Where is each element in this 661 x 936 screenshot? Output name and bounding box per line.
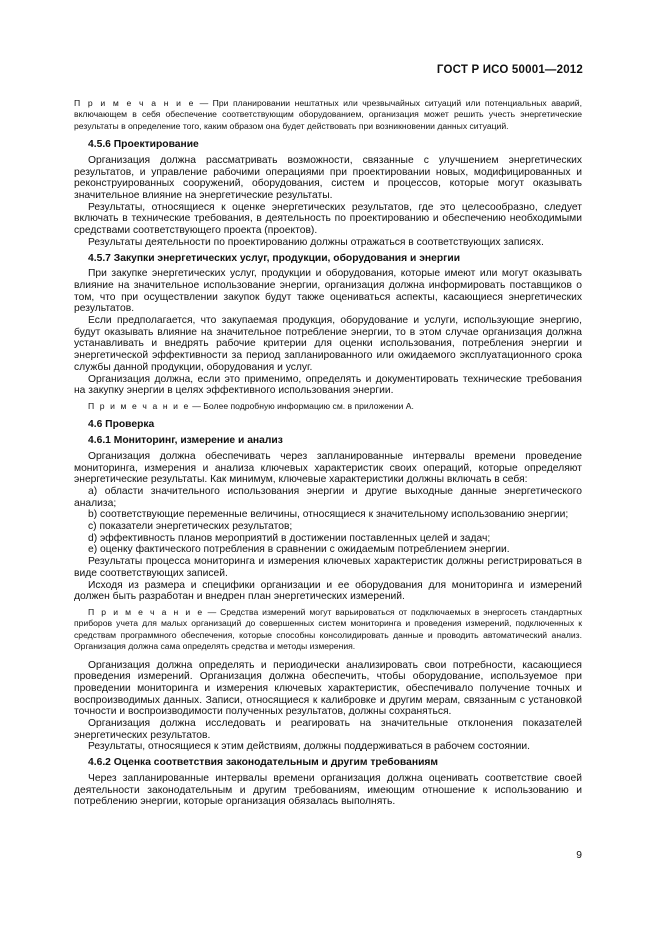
note-label: П р и м е ч а н и е	[74, 98, 196, 108]
note-label: П р и м е ч а н и е	[88, 606, 204, 617]
section-heading-4-6-2: 4.6.2 Оценка соответствия законодательным и другим требованиям	[88, 757, 439, 769]
paragraph: Результаты деятельности по проектированию должны отражаться в соответствующих записях.	[88, 236, 544, 248]
list-item: а) области значительного использования энергии и другие выходные данные энергетического анализа;	[74, 485, 582, 509]
paragraph: Результаты, относящиеся к оценке энергетических результатов, где это целесообразно, следует включать в технические требования, в деятельность по проектированию и обеспечению необходимыми средствами соответствующего проекта (проектов).	[74, 201, 582, 237]
paragraph: Результаты, относящиеся к этим действиям, должны поддерживаться в рабочем состоянии.	[88, 741, 530, 753]
paragraph: Организация должна определять и периодически анализировать свои потребности, касающиеся проведения измерений. Организация должна обеспечить, чтобы оборудование, используемое при проведении мониторинга и измерения ключевых характеристик, обеспечивало получение точных и воспроизводимых данных. Записи, относящиеся к калибровке и другим мерам, связанным с установкой точности и воспроизводимости полученных результатов, должны сохраняться.	[74, 659, 582, 718]
section-heading-4-6: 4.6 Проверка	[88, 419, 155, 431]
section-heading-4-5-6: 4.5.6 Проектирование	[88, 139, 199, 151]
note-measurement	[74, 607, 582, 653]
page-number: 9	[576, 850, 582, 861]
list-item: b) соответствующие переменные величины, относящиеся к значительному использованию энергии;	[88, 509, 569, 521]
list-item: e) оценку фактического потребления в сравнении с ожидаемым потреблением энергии.	[88, 544, 510, 556]
standard-code-header: ГОСТ Р ИСО 50001—2012	[436, 64, 583, 76]
paragraph: Через запланированные интервалы времени организация должна оценивать соответствие своей деятельности законодательным и другим требованиям, имеющим отношение к использованию и потреблению энергии, которые организация обязалась выполнять.	[74, 772, 582, 808]
note-text: — Средства измерений могут варьироваться от подключаемых в энергосеть стандартных приборов учета для малых организаций до совершенных систем мониторинга и проведения измерений, подключенных к средствам программного обеспечения, которые способны консолидировать данные и проводить автоматический анализ. Организация должна сама определять средства и методы измерения.	[74, 606, 582, 652]
paragraph: При закупке энергетических услуг, продукции и оборудования, которые имеют или могут оказывать влияние на значительное использование энергии, организация должна информировать поставщиков о том, что при осуществлении закупок будут также оцениваться аспекты, касающиеся энергетических результатов.	[74, 268, 582, 315]
note-planning	[74, 98, 582, 132]
note-label: П р и м е ч а н и е	[88, 400, 190, 411]
paragraph: Результаты процесса мониторинга и измерения ключевых характеристик должны регистрироваться в виде соответствующих записей.	[74, 556, 582, 579]
paragraph: Организация должна исследовать и реагировать на значительные отклонения показателей энергетических результатов.	[74, 718, 582, 741]
paragraph: Организация должна, если это применимо, определять и документировать технические требования на закупку энергии в целях эффективного использования энергии.	[74, 373, 582, 397]
paragraph: Организация должна обеспечивать через запланированные интервалы времени проведение мониторинга, измерения и анализа ключевых характеристик своих операций, которые определяют энергетические результаты. Как минимум, ключевые характеристики должны включать в себя:	[74, 450, 582, 486]
note-appendix	[74, 401, 582, 412]
section-heading-4-6-1: 4.6.1 Мониторинг, измерение и анализ	[88, 435, 283, 447]
paragraph: Если предполагается, что закупаемая продукция, оборудование и услуги, использующие энергию, будут оказывать влияние на значительное потребление энергии, то в этом случае организация должна устанавливать и внедрять рабочие критерии для оценки использования, потребления энергии и энергетической эффективности за период запланированного или ожидаемого эксплуатационного срока службы данной продукции, оборудования и услуг.	[74, 315, 582, 373]
note-text: — При планировании нештатных или чрезвычайных ситуаций или потенциальных аварий, включающем в себя обеспечение соответствующим оборудованием, организация может решить учесть энергетические результаты в определение того, каким образом она будет действовать при возникновении данных ситуаций.	[74, 98, 582, 131]
paragraph: Исходя из размера и специфики организации и ее оборудования для мониторинга и измерений должен быть разработан и внедрен план энергетических измерений.	[74, 579, 582, 603]
list-item: c) показатели энергетических результатов;	[88, 521, 293, 533]
page-content	[74, 98, 582, 808]
list-item: d) эффективность планов мероприятий в достижении поставленных целей и задач;	[88, 532, 491, 544]
paragraph: Организация должна рассматривать возможности, связанные с улучшением энергетических результатов, и управление рабочими операциями при проектировании новых, модифицированных и реконструированных сооружений, оборудования, систем и процессов, которые могут оказывать значительное влияние на энергетические результаты.	[74, 154, 582, 202]
section-heading-4-5-7: 4.5.7 Закупки энергетических услуг, продукции, оборудования и энергии	[88, 252, 461, 264]
note-text: — Более подробную информацию см. в приложении А.	[189, 400, 414, 411]
